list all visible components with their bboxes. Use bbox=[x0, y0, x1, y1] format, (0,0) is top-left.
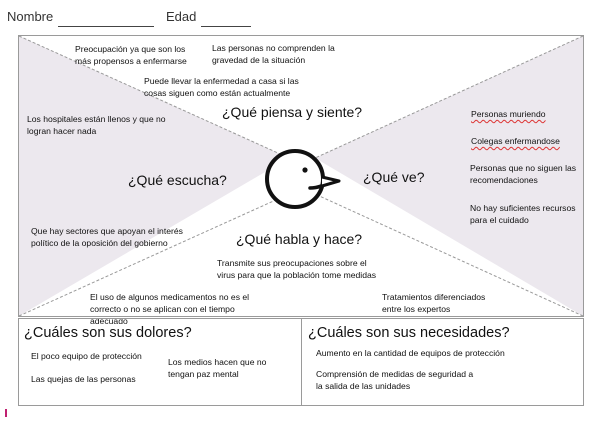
gains-note: Comprensión de medidas de seguridad a la salida de las unidades bbox=[316, 369, 474, 391]
say-note: Tratamientos diferenciados entre los expertos bbox=[382, 292, 486, 314]
see-note: Colegas enfermandose bbox=[471, 136, 560, 146]
see-note: Personas muriendo bbox=[471, 109, 546, 119]
pains-note: Los medios hacen que no tengan paz mental bbox=[168, 357, 267, 379]
hear-title: ¿Qué escucha? bbox=[128, 172, 227, 188]
see-note: Personas que no siguen las recomendaciones bbox=[470, 163, 577, 185]
age-label: Edad bbox=[166, 9, 197, 24]
age-field[interactable] bbox=[201, 12, 251, 27]
hear-note: Que hay sectores que apoyan el interés político de la oposición del gobierno bbox=[31, 226, 183, 248]
text-cursor-icon bbox=[5, 409, 7, 417]
see-title: ¿Qué ve? bbox=[363, 169, 425, 185]
name-field[interactable] bbox=[58, 12, 154, 27]
gains-title: ¿Cuáles son sus necesidades? bbox=[308, 325, 510, 341]
pains-note: Las quejas de las personas bbox=[31, 374, 136, 384]
gains-note: Aumento en la cantidad de equipos de protección bbox=[316, 348, 505, 358]
face-icon bbox=[262, 146, 344, 218]
think-note: Preocupación ya que son los más propensos a enfermarse bbox=[75, 44, 187, 66]
pains-note: El poco equipo de protección bbox=[31, 351, 142, 361]
say-do-title: ¿Qué habla y hace? bbox=[236, 231, 363, 247]
say-note: Transmite sus preocupaciones sobre el virus para que la población tome medidas bbox=[217, 258, 377, 280]
name-label: Nombre bbox=[7, 9, 54, 24]
think-feel-title: ¿Qué piensa y siente? bbox=[222, 104, 363, 120]
hear-note: Los hospitales están llenos y que no logran hacer nada bbox=[27, 114, 166, 136]
think-note: Puede llevar la enfermedad a casa si las cosas siguen como están actualmente bbox=[144, 76, 299, 98]
pains-title: ¿Cuáles son sus dolores? bbox=[24, 325, 192, 341]
see-note: No hay suficientes recursos para el cuidado bbox=[470, 203, 576, 225]
think-note: Las personas no comprenden la gravedad de la situación bbox=[212, 43, 335, 65]
say-note: El uso de algunos medicamentos no es el correcto o no se aplican con el tiempo adecuado bbox=[90, 292, 250, 326]
